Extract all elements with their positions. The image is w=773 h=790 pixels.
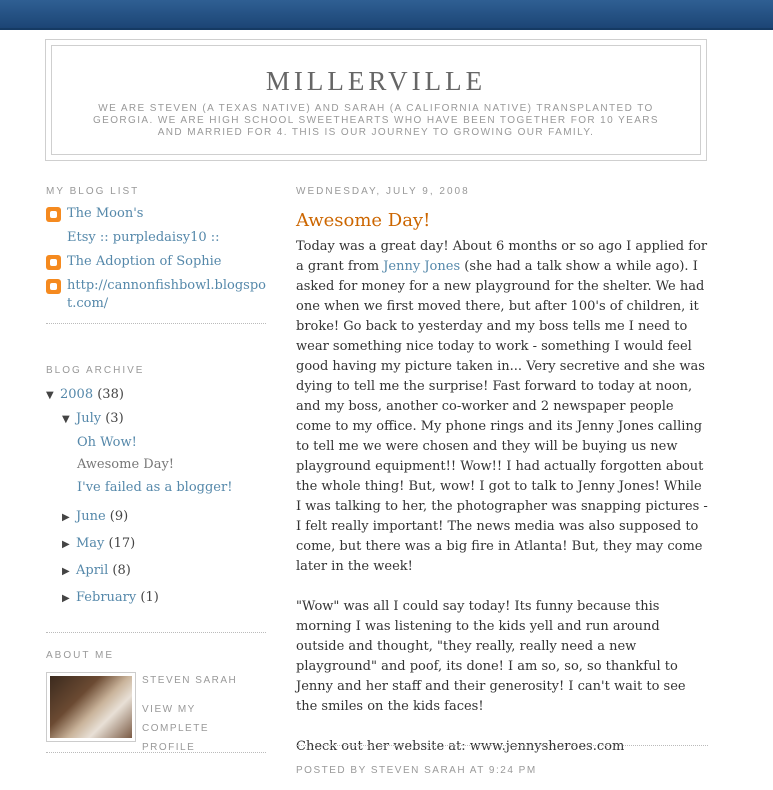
archive-month-link[interactable]: May (76, 536, 105, 551)
blogger-navbar (0, 0, 773, 30)
blog-list-link[interactable]: The Adoption of Sophie (67, 254, 222, 269)
archive-month-april[interactable] (62, 562, 131, 581)
archive-month-link[interactable]: June (76, 509, 106, 524)
archive-month-february[interactable] (62, 589, 159, 608)
divider (46, 752, 266, 753)
post-text: Today was a great day! About 6 months or so ago I applied for a grant from (296, 239, 708, 274)
avatar (50, 676, 132, 738)
archive-count: (3) (105, 411, 124, 426)
profile-name[interactable]: STEVEN SARAH (142, 675, 238, 686)
main-content (296, 186, 708, 776)
archive-count: (1) (140, 590, 159, 605)
blog-list-link[interactable]: http://cannonfishbowl.blogspot.com/ (67, 278, 266, 311)
divider (46, 632, 266, 633)
archive-count: (17) (108, 536, 136, 551)
post-title[interactable]: Awesome Day! (296, 210, 431, 231)
divider (296, 745, 708, 746)
archive-year-2008[interactable] (46, 386, 124, 405)
view-profile-link[interactable]: VIEW MY COMPLETE PROFILE (142, 704, 210, 753)
blogger-icon (46, 207, 61, 222)
archive-year-link[interactable]: 2008 (60, 387, 94, 402)
post-paragraph: Check out her website at: www.jennysheroes.com (296, 739, 625, 754)
blog-list-link[interactable]: The Moon's (67, 206, 144, 221)
archive-heading: BLOG ARCHIVE (46, 365, 145, 376)
archive-month-link[interactable]: February (76, 590, 137, 605)
expand-toggle-icon[interactable]: ▼ (62, 414, 70, 425)
header-inner (51, 45, 701, 155)
archive-count: (38) (97, 387, 124, 402)
archive-month-july[interactable] (62, 410, 124, 429)
blogger-icon (46, 255, 61, 270)
archive-month-may[interactable] (62, 535, 135, 554)
archive-count: (9) (109, 509, 129, 524)
expand-toggle-icon[interactable]: ▼ (46, 390, 54, 401)
blogger-icon (46, 279, 61, 294)
expand-toggle-icon[interactable]: ▶ (62, 539, 70, 550)
post-paragraph (296, 237, 708, 577)
blog-list-item[interactable] (46, 205, 266, 223)
archive-post-current: Awesome Day! (77, 457, 175, 472)
blog-list-heading: MY BLOG LIST (46, 186, 140, 197)
blog-header (45, 39, 707, 161)
archive-post-link[interactable]: Oh Wow! (77, 435, 137, 450)
about-me (46, 650, 266, 753)
expand-toggle-icon[interactable]: ▶ (62, 566, 70, 577)
archive-month-link[interactable]: April (76, 563, 109, 578)
archive-post-link[interactable]: I've failed as a blogger! (77, 480, 233, 495)
jenny-jones-link[interactable]: Jenny Jones (383, 259, 461, 274)
post-text: (she had a talk show a while ago). I asked for money for a new playground for the shelter. We had one when we first moved there, but after 100's of children, it broke! Go back to yesterday and my boss tells me I need to wear something nice today to work - something I would feel good having my picture taken in... Very secretive and she was dying to tell me the surprise! Fast forward to today at noon, and my boss, another co-worker and 2 newspaper people come to my office. My phone rings and its Jenny Jones calling to tell me we were chosen and they will be buying us new playground equipment!! Wow!! I had actually forgotten about the whole thing! But, wow! I got to talk to Jenny Jones! While I was talking to her, the photographer was snapping pictures - I felt really important! The news media was also supposed to come, but there was a big fire in Atlanta! But, they may come later in the week! (296, 259, 708, 574)
post-date: WEDNESDAY, JULY 9, 2008 (296, 186, 470, 197)
archive-count: (8) (112, 563, 131, 578)
blog-list-item[interactable] (46, 277, 266, 313)
profile-photo[interactable] (46, 672, 136, 742)
blog-list-link[interactable]: Etsy :: purpledaisy10 :: (67, 230, 220, 245)
post-body (296, 237, 708, 757)
blog-title[interactable]: MILLERVILLE (265, 66, 487, 96)
archive-month-link[interactable]: July (76, 411, 102, 426)
about-heading: ABOUT ME (46, 650, 115, 661)
blog-description: WE ARE STEVEN (A TEXAS NATIVE) AND SARAH (A CALIFORNIA NATIVE) TRANSPLANTED TO GEORGIA. WE ARE HIGH SCHOOL SWEETHEARTS WHO HAVE BEEN TOGETHER FOR 10 YEARS AND MARRIED FOR 4. THIS IS OUR JOURNEY TO GROWING OUR FAMILY. (92, 103, 659, 138)
expand-toggle-icon[interactable]: ▶ (62, 593, 70, 604)
blog-list-item[interactable] (46, 253, 266, 271)
archive-month-june[interactable] (62, 508, 128, 527)
post-footer: POSTED BY STEVEN SARAH AT 9:24 PM (296, 765, 537, 776)
expand-toggle-icon[interactable]: ▶ (62, 512, 70, 523)
divider (46, 323, 266, 324)
post-paragraph: "Wow" was all I could say today! Its funny because this morning I was listening to the kids yell and run around outside and thought, "they really, really need a new playground" and poof, its done! I am so, so, so thankful to Jenny and her staff and their generosity! I can't wait to see the smiles on the kids faces! (296, 599, 686, 714)
sidebar (46, 186, 266, 338)
